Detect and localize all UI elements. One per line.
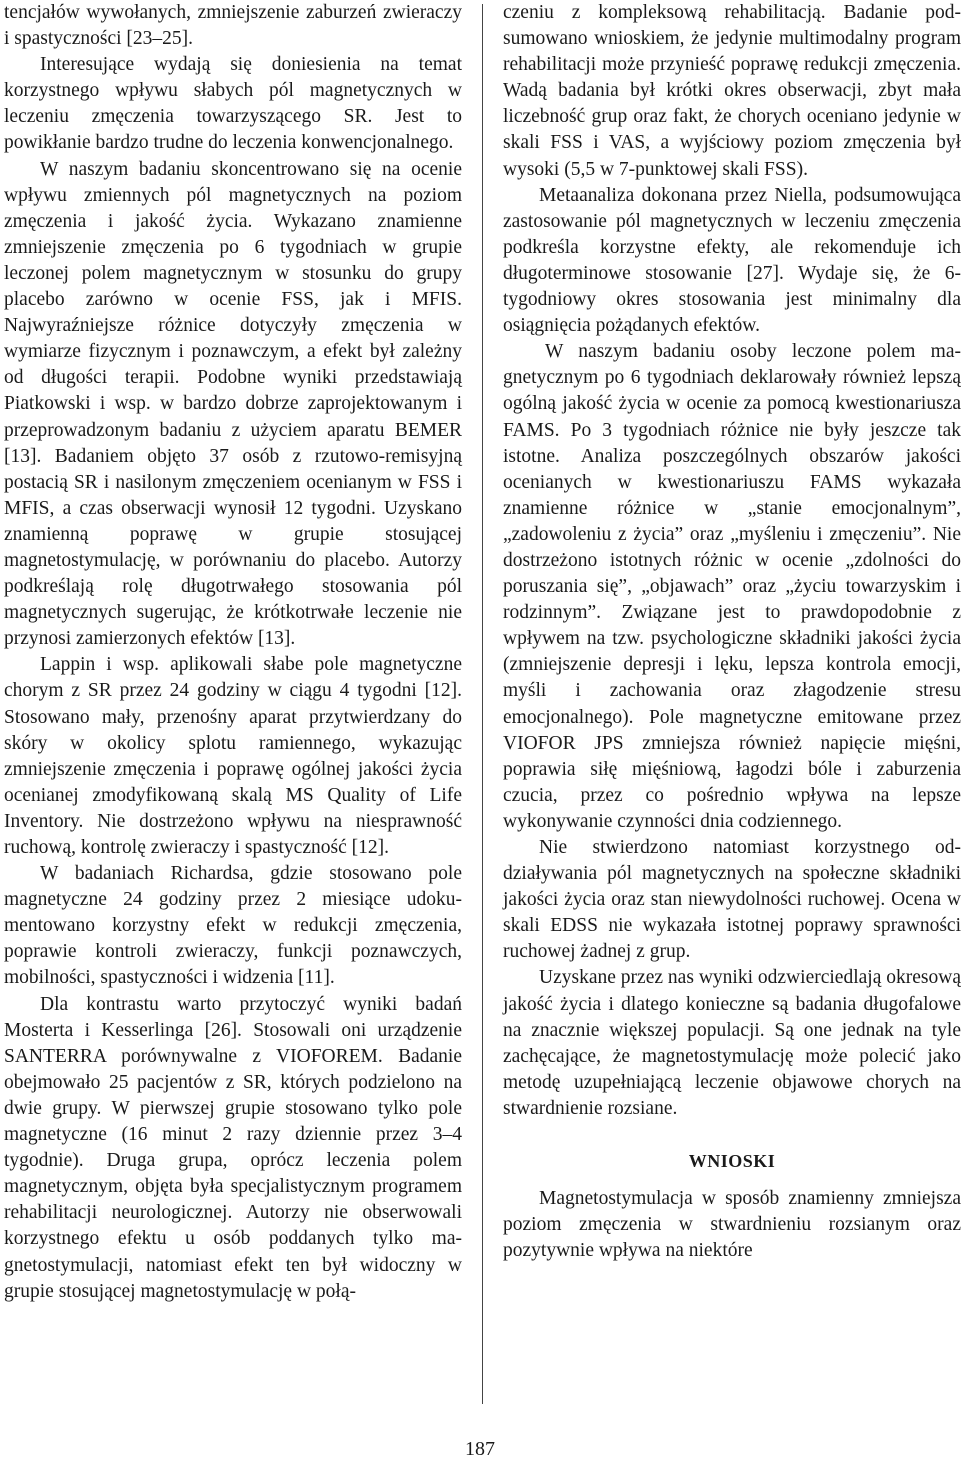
section-heading: WNIOSKI	[688, 1151, 776, 1172]
page-number: 187	[465, 1438, 495, 1460]
paragraph: W naszym badaniu osoby leczone polem magnetycznym po 6 tygodniach deklarowały również lepszą ogólną jakość życia w ocenie za pomocą kwestionariusza FAMS. Po 3 tygodniach różnice nie były jeszcze tak istotne. Analiza poszczególnych obszarów jakości ocenianych w kwestionariuszu FAMS wykazała znamienne różnice w „stanie emocjonalnym”, „zadowoleniu z życia” oraz „myśleniu i zmęczeniu”. Nie dostrzeżono istotnych różnic w ocenie „zdolności do poruszania się”, „objawach” oraz „życiu towarzyskim i rodzinnym”. Związane jest to prawdopodobnie z wpływem na tzw. psychologiczne składniki jakości życia (zmniejszenie depresji i lęku, lepsza kontrola emocji, myśli i zachowania oraz złagodzenie stresu emocjonalnego). Pole magnetyczne emitowane przez VIOFOR JPS zmniejsza również napięcie mięśni, poprawia siłę mięśniową, łagodzi bóle i zaburzenia czucia, przez co pośrednio wpływa na lepsze wykonywanie czynności dnia codziennego.	[503, 341, 961, 832]
right-text-column	[503, 0, 961, 1264]
paragraph: Lappin i wsp. aplikowali słabe pole magnetyczne chorym z SR przez 24 godziny w ciągu 4 tygodni [12]. Stosowano mały, przenośny aparat przytwierdzany do skóry w okolicy splotu ramiennego, wykazując zmniejszenie zmęczenia i poprawę ogólnej jakości życia ocenianej zmodyfikowaną skalą MS Quality of Life Inventory. Nie dostrzeżono wpływu na niesprawność ruchową, kontrolę zwieraczy i spastyczność [12].	[4, 654, 462, 858]
paragraph: W naszym badaniu skoncentrowano się na ocenie wpływu zmiennych pól magnetycznych na poziom zmęczenia i jakość życia. Wykazano znamienne zmniejszenie zmęczenia po 6 tygodniach w grupie leczonej polem magnetycznym w stosunku do grupy placebo zarówno w ocenie FSS, jak i MFIS. Najwyraźniejsze różnice dotyczyły zmęczenia w wymiarze fizycznym i poznawczym, a efekt był zależny od długości terapii. Podobne wyniki przedstawiają Piatkowski i wsp. w bardzo dobrze zaprojektowanym i przeprowadzonym badaniu z użyciem aparatu BEMER [13]. Badaniem objęto 37 osób z rzutowo-remisyjną postacią SR i nasilonym zmęczeniem ocenianym w FSS i MFIS, a czas obserwacji wynosił 12 tygodni. Uzyskano znamienną poprawę w grupie stosującej magnetostymulację, w porównaniu do placebo. Autorzy podkreślają rolę długotrwałego stosowania pól magnetycznych sugerując, że krótkotrwałe leczenie nie przynosi zamierzonych efektów [13].	[4, 158, 462, 650]
paragraph: Dla kontrastu warto przytoczyć wyniki badań Mosterta i Kesserlinga [26]. Stosowali oni urządzenie SANTERRA porównywalne z VIOFOREM. Badanie obejmowało 25 pacjentów z SR, których podzielono na dwie grupy. W pierwszej grupie stosowano tylko pole magnetyczne (16 minut 2 razy dziennie przez 3–4 tygodnie). Druga grupa, oprócz leczenia polem magnetycznym, objęta była specjalistycznym programem rehabilitacji neurologicznej. Autorzy nie obserwowali korzystnego efektu u osób poddanych tylko magnetostymulacji, natomiast efekt ten był widoczny w grupie stosującej magnetostymulację w połą-	[4, 993, 462, 1302]
column-divider	[482, 4, 483, 1404]
paragraph: Nie stwierdzono natomiast korzystnego oddziaływania pól magnetycznych na społeczne składniki jakości życia oraz stan niewydolności ruchowej. Ocena w skali EDSS nie wykazała istotnej poprawy sprawności ruchowej żadnej z grup.	[503, 837, 961, 963]
paragraph: tencjałów wywołanych, zmniejszenie zaburzeń zwieraczy i spastyczności [23–25].	[4, 2, 462, 50]
paragraph: Uzyskane przez nas wyniki odzwierciedlają okresową jakość życia i dlatego konieczne są badania długofalowe na znacznie większej populacji. Są one jednak na tyle zachęcające, że magnetostymulację może polecić jako metodę uzupełniającą leczenie objawowe chorych na stwardnienie rozsiane.	[503, 967, 961, 1119]
paragraph: W badaniach Richardsa, gdzie stosowano pole magnetyczne 24 godziny przez 2 miesiące udokumentowano korzystny efekt w redukcji zmęczenia, poprawie kontroli zwieraczy, funkcji poznawczych, mobilności, spastyczności i widzenia [11].	[4, 863, 462, 989]
paragraph: czeniu z kompleksową rehabilitacją. Badanie podsumowano wnioskiem, że jedynie multimodalny program rehabilitacji może przynieść poprawę redukcji zmęczenia. Wadą badania był krótki okres obserwacji, zbyt mała liczebność grup oraz fakt, że chorych oceniano jedynie w skali FSS i VAS, a wyjściowy poziom zmęczenia był wysoki (5,5 w 7-punktowej skali FSS).	[503, 2, 961, 180]
left-text-column	[4, 0, 462, 1305]
paragraph: Magnetostymulacja w sposób znamienny zmniejsza poziom zmęczenia w stwardnieniu rozsianym oraz pozytywnie wpływa na niektóre	[503, 1188, 961, 1262]
paragraph: Metaanaliza dokonana przez Niella, podsumowująca zastosowanie pól magnetycznych w leczeniu zmęczenia podkreśla korzystne efekty, ale rekomenduje ich długoterminowe stosowanie [27]. Wydaje się, że 6-tygodniowy okres stosowania jest minimalny dla osiągnięcia pożądanych efektów.	[503, 184, 961, 337]
paragraph: Interesujące wydają się doniesienia na temat korzystnego wpływu słabych pól magnetycznych w leczeniu zmęczenia towarzyszącego SR. Jest to powikłanie bardzo trudne do leczenia konwencjonalnego.	[4, 54, 462, 154]
